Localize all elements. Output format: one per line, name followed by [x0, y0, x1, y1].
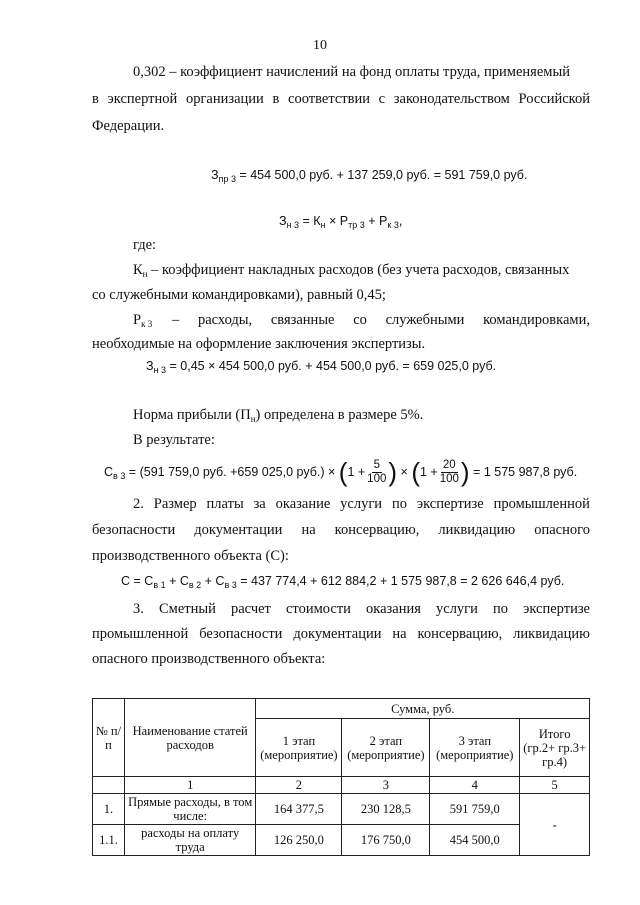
word: на [301, 522, 316, 538]
header-stage-3: 3 этап (мероприятие) [430, 719, 520, 777]
header-stage-2: 2 этап (мероприятие) [342, 719, 430, 777]
row-stage-3: 454 500,0 [430, 825, 520, 856]
word: безопасности [199, 626, 283, 642]
col-num-4: 4 [430, 777, 520, 794]
word: оказание [275, 496, 331, 512]
word: безопасности [92, 522, 176, 538]
paragraph-line: производственного объекта (С): [92, 548, 289, 564]
paragraph-justified-line [133, 601, 590, 618]
paragraph-justified-line [92, 626, 590, 643]
table-row [93, 825, 590, 856]
row-stage-1: 164 377,5 [256, 794, 342, 825]
word: 2. [133, 496, 144, 512]
word: опасного [534, 522, 590, 538]
paragraph-justified-line [92, 91, 590, 108]
word: со [353, 312, 367, 328]
col-num-2: 2 [256, 777, 342, 794]
table-row [93, 794, 590, 825]
col-num-5: 5 [520, 777, 590, 794]
fraction: $\frac{20}{100}$ [439, 459, 459, 485]
word: экспертной [107, 91, 178, 107]
header-stage-1: 1 этап (мероприятие) [256, 719, 342, 777]
fraction: $\frac{5}{100}$ [367, 459, 387, 485]
paragraph-line: опасного производственного объекта: [92, 651, 326, 667]
formula-zn3: $З_{н 3} = К_н \times Р_{тр 3} + Р_{к 3}$, [279, 214, 403, 230]
col-num-1: 1 [124, 777, 256, 794]
row-total: - [520, 794, 590, 856]
pk-symbol: $Р_{к 3}$ [133, 312, 153, 329]
word: с [378, 91, 386, 107]
paragraph-line: необходимые на оформление заключения экспертизы. [92, 336, 426, 352]
word: в [272, 91, 280, 107]
word: ликвидацию [513, 626, 590, 642]
paragraph-justified-line [92, 522, 590, 539]
word: Сметный [158, 601, 216, 617]
word: Российской [518, 91, 590, 107]
word: расходы, [197, 312, 253, 328]
word: законодательством [393, 91, 510, 107]
word: документации [293, 626, 382, 642]
paragraph-line: со служебными командировками), равный 0,45; [92, 287, 386, 303]
profit-norm: Норма прибыли $(П_н)$ определена в размере 5%. [133, 407, 424, 424]
word: расчет [230, 601, 271, 617]
formula-zn3-calc: $З_{н 3} = 0,45 \times 454$ 500,0 руб. + 454 500,0 руб. = 659 025,0 руб. [146, 359, 497, 375]
word: 3. [133, 601, 144, 617]
word: связанные [270, 312, 335, 328]
page-number: 10 [313, 38, 327, 53]
word: – [172, 312, 180, 328]
header-sum: Сумма, руб. [256, 699, 590, 719]
row-num: 1.1. [93, 825, 125, 856]
row-name: расходы на оплату труда [124, 825, 256, 856]
column-number-row [93, 777, 590, 794]
row-stage-1: 126 250,0 [256, 825, 342, 856]
word: по [391, 496, 407, 512]
result-label: В результате: [133, 432, 215, 448]
word: на [392, 626, 407, 642]
paragraph-justified-line [172, 312, 590, 329]
row-stage-2: 176 750,0 [342, 825, 430, 856]
word: по [493, 601, 509, 617]
kn-definition: $К_н$ – коэффициент накладных расходов (без учета расходов, связанных [133, 262, 570, 279]
row-num: 1. [93, 794, 125, 825]
word: услуги [436, 601, 478, 617]
formula-c-total: $С = С_{в 1} + С_{в 2} + С_{в 3} = 437$ 774,4 + 612 884,2 + 1 575 987,8 = 2 626 646,4 руб. [121, 574, 565, 590]
paragraph-line: Федерации. [92, 118, 165, 134]
word: соответствии [288, 91, 370, 107]
word: командировками, [483, 312, 590, 328]
word: Размер [153, 496, 197, 512]
word: документации [194, 522, 283, 538]
header-total: Итого (гр.2+ гр.3+ гр.4) [520, 719, 590, 777]
paragraph-justified-line [133, 496, 590, 513]
word: организации [185, 91, 264, 107]
word: в [92, 91, 99, 107]
header-name: Наименование статей расходов [124, 699, 256, 777]
word: экспертизе [523, 601, 590, 617]
word: ликвидацию [438, 522, 516, 538]
word: платы [206, 496, 244, 512]
word: экспертизе [416, 496, 484, 512]
word: промышленной [493, 496, 590, 512]
header-num: № п/п [93, 699, 125, 777]
formula-cv3: $С_{в 3} = (591$ 759,0 руб. +659 025,0 руб.) × (1 + $\frac{5}{100}$ ) × (1 + $\frac{20}{100}$ ) = 1 575 987,8 руб. [104, 457, 578, 487]
col-num-3: 3 [342, 777, 430, 794]
word: услуги [340, 496, 383, 512]
cost-estimate-table [92, 698, 590, 856]
col-num-empty [93, 777, 125, 794]
word: оказания [366, 601, 421, 617]
word: служебными [385, 312, 465, 328]
word: консервацию, [334, 522, 420, 538]
row-stage-3: 591 759,0 [430, 794, 520, 825]
word: консервацию, [417, 626, 503, 642]
row-name: Прямые расходы, в том числе: [124, 794, 256, 825]
paragraph-line: 0,302 – коэффициент начислений на фонд оплаты труда, применяемый [133, 64, 570, 80]
row-stage-2: 230 128,5 [342, 794, 430, 825]
word: за [253, 496, 266, 512]
formula-zpr3: $З_{пр 3} = 454$ 500,0 руб. + 137 259,0 руб. = 591 759,0 руб. [211, 168, 528, 184]
where-label: где: [133, 237, 157, 253]
word: стоимости [286, 601, 351, 617]
word: промышленной [92, 626, 189, 642]
